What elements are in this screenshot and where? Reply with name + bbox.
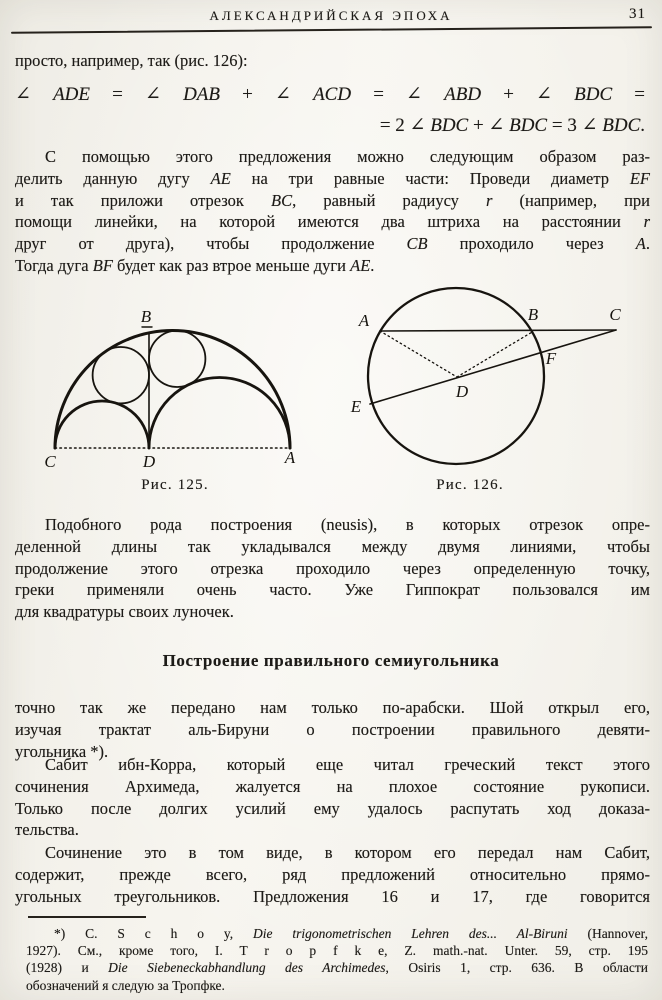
point-label-C: C <box>44 452 56 471</box>
point-label-A: A <box>284 448 296 467</box>
chord-AB-extended-to-C <box>380 330 616 331</box>
semicircle-small-left <box>55 401 149 448</box>
semicircle-small-right <box>149 378 290 448</box>
point-label-A: A <box>358 311 370 330</box>
inscribed-circle-left <box>93 347 149 403</box>
point-label-D: D <box>142 452 156 471</box>
point-label-D: D <box>455 382 469 401</box>
point-label-F: F <box>545 349 557 368</box>
point-label-C: C <box>609 305 621 324</box>
point-label-B: B <box>140 307 152 326</box>
footnote-rule <box>28 916 146 918</box>
paragraph-thabit: Сабит ибн-Корра, который еще читал греческий текст этого сочинения Архимеда, жалуется на плохое состояние рукописи. Только после долгих усилий ему удалось распутать ход доказа- тельства. <box>15 755 650 840</box>
radius-AD-dotted <box>380 331 457 377</box>
point-label-E: E <box>350 397 362 416</box>
footnote: *) C. S c h o y, Die trigonometrischen Lehren des... Al-Biruni (Hannover, 1927). См., кроме того, I. T r o p f k e, Z. math.-nat. Unter. 59, стр. 195 (1928) и Die Siebeneckabhandlung des Archimedes, Osiris 1, стр. 636. В области обозначений я следую за Тропфке. <box>26 926 649 993</box>
formula-block: ∠ ADE = ∠ DAB + ∠ ACD = ∠ ABD + ∠ BDC = = 2 ∠ BDC + ∠ BDC = 3 ∠ BDC. <box>15 84 645 136</box>
inscribed-circle-right <box>149 331 205 387</box>
running-head <box>0 7 662 25</box>
section-heading: Построение правильного семиугольника <box>162 651 500 670</box>
chapter-title: АЛЕКСАНДРИЙСКАЯ ЭПОХА <box>209 8 453 23</box>
page-number: 31 <box>629 6 646 22</box>
secant-E-D-F-C <box>370 330 616 404</box>
semicircle-large <box>55 331 290 448</box>
figure-126-caption: Рис. 126. <box>436 477 504 493</box>
paragraph-treatise: Сочинение это в том виде, в котором его передал нам Сабит, содержит, прежде всего, ряд предложений относительно прямо- угольных треугольников. Предложения 16 и 17, где говорится <box>15 843 650 906</box>
paragraph-neusis: Подобного рода построения (neusis), в которых отрезок опре- деленной длины так укладывался между двумя линиями, чтобы продолжение этого отрезка проходило через определенную точку, греки применяли очень часто. Уже Гиппократ пользовался им для квадратуры своих луночек. <box>15 515 650 622</box>
paragraph-arabic-transmission: точно так же передано нам только по-арабски. Шой открыл его, изучая трактат аль-Бируни о построении правильного девяти- угольника *). <box>15 698 650 761</box>
header-rule <box>11 26 652 34</box>
figure-125-caption: Рис. 125. <box>141 477 209 493</box>
point-label-B: B <box>527 305 539 324</box>
figure-125-diagram <box>22 288 312 480</box>
paragraph-intro: просто, например, так (рис. 126): <box>15 51 248 70</box>
circle <box>368 288 544 464</box>
figure-126-diagram <box>332 277 652 473</box>
radius-DB-dotted <box>457 332 533 378</box>
paragraph-trisection: С помощью этого предложения можно следующим образом раз- делить данную дугу AE на три равные части: Проведи диаметр EF и так приложи отрезок BC, равный радиусу r (например, при помощи линейки, на которой имеются два штриха на расстоянии r друг от друга), чтобы продолжение CB проходило через A. Тогда дуга BF будет как раз втрое меньше дуги AE. <box>15 147 650 275</box>
